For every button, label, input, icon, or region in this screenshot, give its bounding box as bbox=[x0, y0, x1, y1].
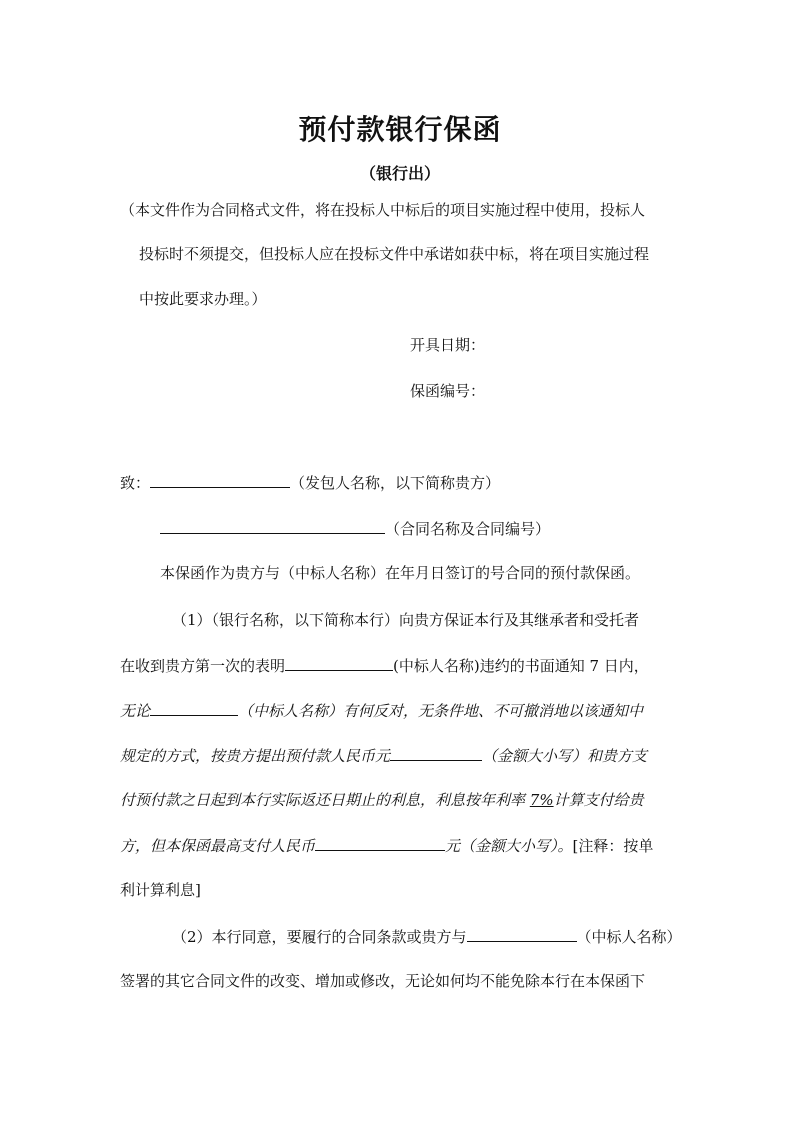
document-title: 预付款银行保函 bbox=[298, 113, 502, 146]
clause1-line-3-text-a: 无论 bbox=[120, 702, 151, 720]
issue-date-label: 开具日期： bbox=[410, 336, 486, 354]
amount-blank bbox=[390, 745, 482, 761]
clause1-line-4-text-b: （金额大小写）和贵方支 bbox=[482, 747, 648, 765]
clause1-line-5 bbox=[120, 790, 644, 810]
clause1-line-7: 利计算利息] bbox=[120, 881, 201, 899]
winner-name-blank-1 bbox=[285, 655, 393, 671]
guarantee-number-label: 保函编号： bbox=[410, 382, 486, 400]
clause1-line-1: （1）（银行名称，以下简称本行）向贵方保证本行及其继承者和受托者 bbox=[172, 611, 640, 629]
clause1-line-2-text-a: 在收到贵方第一次的表明 bbox=[120, 657, 286, 675]
addressee-line bbox=[120, 472, 500, 493]
employer-name-blank bbox=[150, 472, 290, 488]
clause1-line-4-text-a: 规定的方式，按贵方提出预付款人民币元 bbox=[120, 747, 391, 765]
clause1-line-3 bbox=[120, 700, 643, 721]
clause1-line-2-text-b: (中标人名称)违约的书面通知 7 日内， bbox=[393, 657, 649, 675]
note-line-3: 中按此要求办理。） bbox=[139, 290, 267, 308]
intro-paragraph: 本保函作为贵方与（中标人名称）在年月日签订的号合同的预付款保函。 bbox=[160, 564, 641, 582]
clause1-line-6 bbox=[120, 835, 653, 856]
addressee-prefix: 致： bbox=[120, 474, 151, 492]
clause2-line-1-text-b: （中标人名称） bbox=[576, 928, 682, 946]
contract-line bbox=[160, 518, 550, 539]
note-line-2: 投标时不须提交，但投标人应在投标文件中承诺如获中标，将在项目实施过程 bbox=[139, 245, 650, 263]
max-amount-blank bbox=[315, 835, 445, 851]
contract-name-hint: （合同名称及合同编号） bbox=[385, 520, 551, 538]
winner-name-blank-2 bbox=[150, 700, 238, 716]
interest-rate: 7% bbox=[529, 791, 554, 809]
clause2-line-1-text-a: （2）本行同意，要履行的合同条款或贵方与 bbox=[172, 928, 467, 946]
clause1-line-5-text-a: 付预付款之日起到本行实际返还日期止的利息，利息按年利率 bbox=[120, 791, 530, 809]
clause1-line-4 bbox=[120, 745, 647, 766]
clause1-line-3-text-b: （中标人名称）有何反对，无条件地、不可撤消地以该通知中 bbox=[238, 702, 644, 720]
clause1-line-6-text-b: 元（金额大小写）。 bbox=[445, 837, 573, 855]
clause1-line-6-text-a: 方，但本保函最高支付人民币 bbox=[120, 837, 316, 855]
employer-name-hint: （发包人名称，以下简称贵方） bbox=[290, 474, 501, 492]
note-line-1: （本文件作为合同格式文件，将在投标人中标后的项目实施过程中使用，投标人 bbox=[120, 201, 646, 219]
clause2-line-1 bbox=[172, 926, 682, 947]
clause2-line-2: 签署的其它合同文件的改变、增加或修改，无论如何均不能免除本行在本保函下 bbox=[120, 972, 646, 990]
clause1-line-6-note: [注释：按单 bbox=[572, 837, 654, 855]
winner-name-blank-3 bbox=[467, 926, 577, 942]
clause1-line-2 bbox=[120, 655, 649, 676]
clause1-line-5-text-b: 计算支付给贵 bbox=[553, 791, 644, 809]
document-subtitle: （银行出） bbox=[359, 164, 440, 183]
contract-name-blank bbox=[160, 518, 385, 534]
